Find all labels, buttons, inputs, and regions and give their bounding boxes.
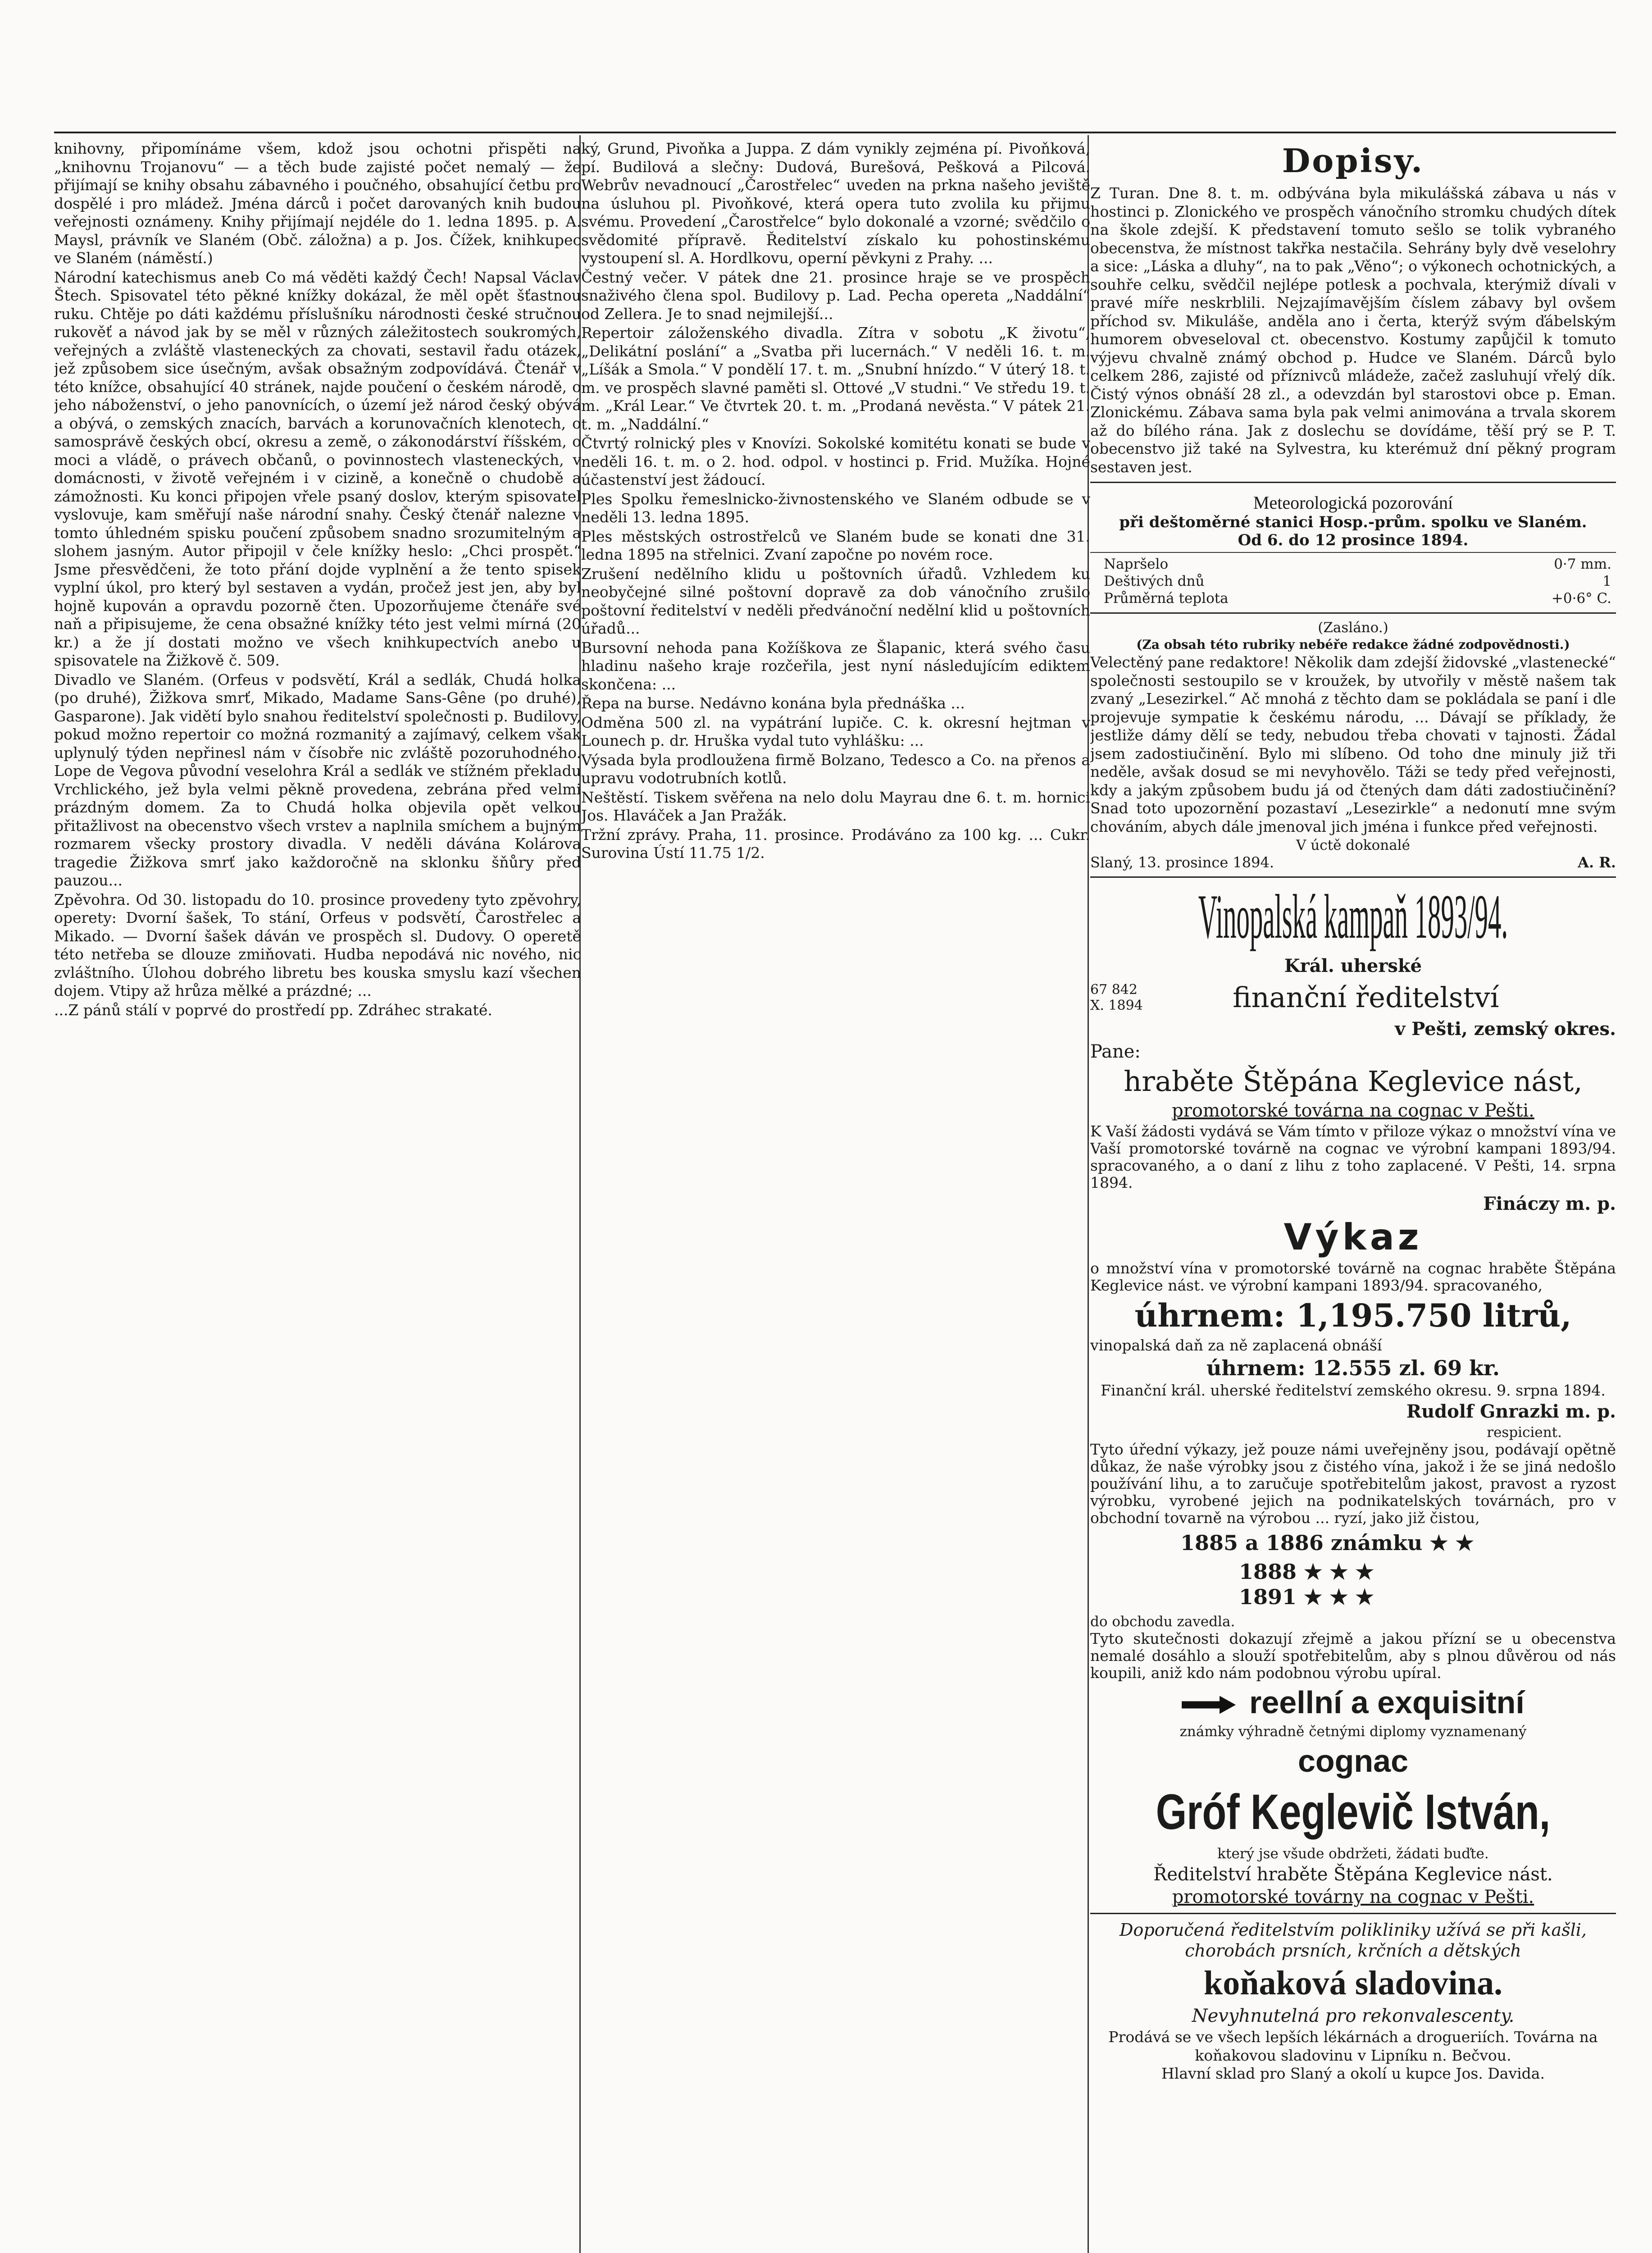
ad-financ: finanční ředitelství — [1233, 981, 1499, 1014]
article-knihovna: knihovny, připomínáme všem, kdož jsou ochotni přispěti na „knihovnu Trojanovu“ — a těch bude zajisté počet nemalý — že přijímají se knihy obsahu zábavného i poučného, obsahující četbu pro dospělé i pro mládež. Jména dárců i počet darovaných knih budou veřejnosti oznámeny. Knihy přijímají nejdéle do 1. ledna 1895. p. A. Maysl, právník ve Slaném (Obč. záložna) a p. Jos. Čížek, knihkupec ve Slaném (náměstí.) — [54, 140, 581, 267]
ad-dan: vinopalská daň za ně zaplacená obnáší — [1090, 1336, 1382, 1354]
ad-grof: Gróf Keglevič István, — [1156, 1784, 1551, 1840]
article-posta: Zrušení nedělního klidu u poštovních úřadů. Vzhledem ku neobyčejné silné poštovní dopravě za dob vánočního zrušilo poštovní ředitelství v neděli předvánoční nedělní klid u poštovních úřadů... — [581, 565, 1090, 637]
zaslano-signoff: Slaný, 13. prosince 1894. A. R. — [1090, 854, 1616, 871]
meteo-row: Napršelo 0·7 mm. — [1104, 556, 1611, 572]
article-ples-knovize: Čtvrtý rolnický ples v Knovízi. Sokolské komitétu konati se bude v neděli 16. t. m. o 2. hod. odpol. v hostinci p. Frid. Mužíka. Hojné účastenství jest žádoucí. — [581, 434, 1090, 488]
zaslano-sign: V úctě dokonalé — [1296, 837, 1410, 853]
ad-red2: promotorské továrny na cognac v Pešti. — [1172, 1887, 1534, 1907]
ad-vykaz-sub: o množství vína v promotorské továrně na cognac hraběte Štěpána Keglevice nást. ve výrobní kampani 1893/94. spracovaného, — [1090, 1259, 1616, 1294]
article-repertoir: Repertoir záloženského divadla. Zítra v sobotu „K životu“, „Delikátní poslání“ a „Svatba při lucernách.“ V neděli 16. t. m. „Líšák a Smola.“ V pondělí 17. t. m. „Snubní hnízdo.“ V úterý 18. t. m. ve prospěch slavné paměti sl. Ottové „V studni.“ Ve středu 19. t. m. „Král Lear.“ Ve čtvrtek 20. t. m. „Prodaná nevěsta.“ V pátek 21. t. m. „Naddální.“ — [581, 324, 1090, 433]
article-cestny-vecer: Čestný večer. V pátek dne 21. prosince hraje se ve prospěch snaživého člena spol. Budilovy p. Lad. Pecha opereta „Naddální“ od Zellera. Je to snad nejmilejší... — [581, 268, 1090, 323]
ad-title: Vinopalská kampaň 1893/94. — [1198, 882, 1508, 952]
zaslano-body: Velectěný pane redaktore! Několik dam zdejší židovské „vlastenecké“ společnosti sestoupilo se v kroužek, by utvořily v městě našem tak zvaný „Lesezirkel.“ Ač mnohá z těchto dam se pokládala se paní i dle projevuje sympatie k českému národu, ... Dávají se příklady, že jestliže dámy dělí se tedy, nebudou třeba chovati v tajnosti. Žádal jsem zadostiučinění. Bylo mi slíbeno. Od toho dne minuly již tři neděle, avšak dosud se mi nevyhovělo. Táži se tedy před veřejnosti, kdy a jakým způsobem budu já od čtených dam dáti zadostiučinění? Snad toto upozornění pozastaví „Lesezirkle“ a nedonutí mne svým chováním, abych dále jmenoval jich jména i funkce před veřejnosti. — [1090, 653, 1616, 835]
article-repa: Řepa na burse. Nedávno konána byla přednáška ... — [581, 694, 965, 712]
top-rule — [54, 132, 1616, 133]
meteo-title: Meteorologická pozorování — [1253, 493, 1453, 513]
ad-year-1885: 1885 a 1886 známku ★ ★ — [1180, 1531, 1474, 1555]
ad-nevy: Nevyhnutelná pro rekonvalescenty. — [1192, 2006, 1515, 2026]
zaslano-heading: (Zasláno.) — [1318, 620, 1388, 636]
ad-reell: reellní a exquisitní — [1090, 1684, 1616, 1720]
article-katechismus: Národní katechismus aneb Co má věděti každý Čech! Napsal Václav Štech. Spisovatel této pěkné knížky dokázal, že měl opět šťastnou ruku. Chtěje po dáti každému příslušníku národnosti české stručnou rukověť a návod jak by se měl v různých záležitostech soukromých, veřejných a zvláště vlasteneckých za chovati, sestavil řadu otázek, jež způsobem sice úsečným, avšak obsažným zodpovídává. Čtenář v této knížce, obsahující 40 stránek, najde poučení o českém národě, o jeho náboženství, o jeho panovnících, o území jež národ český obývá a obývá, o zemských znacích, barvách a korunovačních klenotech, o samosprávě českých obcí, okresu a země, o zákonodárství říšském, o moci a vládě, o právech občanů, o povinnostech vlasteneckých, v domácnosti, v životě veřejném i v cizině, a konečně o chudobě a zámožnosti. Ku konci připojen vřele psaný doslov, kterým spisovatel vyslovuje, kam směřují naše národní snahy. Český čtenář nalezne v tomto úhledném spisku poučení způsobem snadno srozumitelným a slohem jasným. Autor připojil v čele knížky heslo: „Chci prospět.“ Jsme přesvědčeni, že toto přání dojde vyplnění a že tento spisek vyplní úkol, pro který byl sestaven a vydán, pročež jest jen, aby byl hojně kupován a opravdu pozorně čten. Upozorňujeme čtenáře své naň a připisujeme, že cena obsažné knížky této jest velmi mírná (20 kr.) a že jí dostati možno ve všech knihkupectvích anebo u spisovatele na Žižkově č. 509. — [54, 268, 581, 669]
ad-financ-row — [1090, 978, 1616, 1017]
divider — [1090, 612, 1616, 614]
divider — [1090, 552, 1616, 553]
divider — [1090, 876, 1616, 878]
article-odmena: Odměna 500 zl. na vypátrání lupiče. C. k. okresní hejtman v Lounech p. dr. Hruška vydal tuto vyhlášku: ... — [581, 713, 1090, 749]
ad-hrabe: hraběte Štěpána Keglevice nást, — [1124, 1065, 1583, 1098]
ad-prod: Prodává se ve všech lepších lékárnách a drogueriích. Továrna na koňakovou sladovinu v Lipníku n. Bečvou. — [1108, 2028, 1598, 2064]
ad-kral: Král. uherské — [1284, 955, 1422, 976]
pointing-hand-icon — [1182, 1696, 1236, 1714]
ad-red1: Ředitelství hraběte Štěpána Keglevice nást. — [1153, 1864, 1553, 1885]
ad-gnrazki-sub: respicient. — [1487, 1424, 1562, 1441]
ad-uhrnem: úhrnem: 1,195.750 litrů, — [1134, 1297, 1572, 1334]
ad-kon: koňaková sladovina. — [1203, 1964, 1503, 2002]
ad-grof-sub: který jse všude obdržeti, žádati buďte. — [1217, 1846, 1489, 1862]
ad-reell-sub: známky výhradně četnými diplomy vyznamenaný — [1179, 1724, 1527, 1740]
ad-ref-number: 67 842 X. 1894 — [1090, 981, 1143, 1013]
ad-year-1888: 1888 ★ ★ ★ — [1239, 1560, 1374, 1584]
meteo-dates: Od 6. do 12 prosince 1894. — [1238, 531, 1469, 549]
article-zpevohra-end: ...Z pánů stálí v poprvé do prostředí pp. Zdráhec strakaté. — [54, 1001, 492, 1019]
meteo-row: Průměrná teplota +0·6° C. — [1104, 590, 1611, 607]
article-ples-spolku: Ples Spolku řemeslnicko-živnostenského ve Slaném odbude se v neděli 13. ledna 1895. — [581, 490, 1090, 526]
ad-body1: K Vaší žádosti vydává se Vám tímto v přiloze výkaz o množství vína ve Vaší promotorské továrně na cognac ve výrobní kampani 1893/94. spracovaného, a o daní z lihu z toho zaplacené. V Pešti, 14. srpna 1894. — [1090, 1122, 1616, 1191]
ad-dan-amt: úhrnem: 12.555 zl. 69 kr. — [1206, 1356, 1500, 1380]
ad-years-sub: do obchodu zavedla. — [1090, 1614, 1235, 1630]
article-nestesti: Neštěstí. Tiskem svěřena na nelo dolu Mayrau dne 6. t. m. hornici Jos. Hlaváček a Jan Pražák. — [581, 788, 1090, 824]
ad-hlav: Hlavní sklad pro Slaný a okolí u kupce Jos. Davida. — [1161, 2065, 1545, 2082]
column-3 — [1090, 140, 1616, 2253]
article-ples-strelcu: Ples městských ostrostřelců ve Slaném bude se konati dne 31. ledna 1895 na střelnici. Zvaní započne po novém roce. — [581, 527, 1090, 563]
divider — [1090, 1913, 1616, 1914]
article-divadlo: Divadlo ve Slaném. (Orfeus v podsvětí, Král a sedlák, Chudá holka (po druhé), Žižkova smrť, Mikado, Madame Sans-Gêne (po druhé), Gasparone). Jak vidětí bylo snahou ředitelství společnosti p. Budilovy, pokud možno repertoir co možná rozmanitý a zajímavý, celkem však uplynulý týden nepřinesl nám v čísobře nic zvláště pozoruhodného. Lope de Vegova původní veselohra Král a sedlák ve stížném překladu Vrchlického, jež byla velmi pěkně provedena, zebrána před velmi prázdným domem. Za to Chudá holka objevila opět velkou přitažlivost na obecenstvo všech vrstev a naplnila smíchem a bujným rozmarem všecky prostory divadla. V neděli dávána Kolárova tragedie Žižkova smrť jako každoročně na sklonku šňůry před pauzou... — [54, 670, 581, 889]
ad-pane: Pane: — [1090, 1041, 1141, 1062]
ad-financy: Fináczy m. p. — [1483, 1193, 1616, 1214]
ad-dan-sub: Finanční král. uherské ředitelství zemského okresu. 9. srpna 1894. — [1101, 1382, 1606, 1399]
ad-year-1891: 1891 ★ ★ ★ — [1239, 1585, 1374, 1609]
letter-turan: Z Turan. Dne 8. t. m. odbývána byla mikulášská zábava u nás v hostinci p. Zlonického ve prospěch vánočního stromku chudých dítek na škole zdejší. K představení tomuto sešlo se tolik vybraného obecenstva, že místnost takřka nestačila. Sehrány byly dvě veselohry a sice: „Láska a dluhy“, na to pak „Věno“; o výkonech ochotnických, a souhře celku, svědčil nejlépe potlesk a pochvala, kterýmiž dívali v pravé míře neskrblili. Nejzajímavějším číslem zábavy byl ovšem příchod sv. Mikuláše, anděla ano i čerta, kterýž svým ďábelským humorem obveseloval ct. obecenstvo. Kostumy zapůjčil k tomuto výjevu chvalně známý obchod p. Hudce ve Slaném. Dárců bylo celkem 286, zajisté od příznivců mládeže, začež zasluhují vřelý dík. Čistý výnos obnáší 28 zl., a odevzdán byl starostovi obce p. Eman. Zlonickému. Zábava sama byla pak velmi animována a trvala skorem až do bílého rána. Jak z doslechu se dovídáme, těší prý se P. T. obecenstvo již také na Sylvestra, ku kterémuž dní pěkný program sestaven jest. — [1090, 184, 1616, 476]
ad-body2: Tyto úřední výkazy, jež pouze námi uveřejněny jsou, podávají opětně důkaz, že naše výrobky jsou z čistého vína, jakož i že se jiná nedošlo používání lihu, a to zaručuje spotřebitelům jakost, pravost a ryzost výrobku, vyrobené jejich na podnikatelských továrnách, pro v obchodní tovarně na výrobou ... ryzí, jako již čistou, — [1090, 1441, 1616, 1527]
ad-cognac: cognac — [1297, 1743, 1409, 1779]
ad-pest: v Pešti, zemský okres. — [1395, 1018, 1616, 1040]
article-zpevohra: Zpěvohra. Od 30. listopadu do 10. prosince provedeny tyto zpěvohry, operety: Dvorní šašek, To stání, Orfeus v podsvětí, Čarostřelec a Mikado. — Dvorní šašek dáván ve prospěch sl. Dudovy. O operetě této netřeba se dlouze zmiňovati. Hudba nepodává nic nového, nic zvláštního. Úlohou dobrého libretu bes kouska smyslu kazí všechen dojem. Vtipy až hrůza mělké a prázdné; ... — [54, 890, 581, 999]
ad-odpor: Doporučená ředitelstvím polikliniky užívá se při kašli, chorobách prsních, krčních a dětských — [1120, 1920, 1587, 1961]
article-trzni: Tržní zprávy. Praha, 11. prosince. Prodáváno za 100 kg. ... Cukr. Surovina Ústí 11.75 1/2. — [581, 825, 1090, 862]
article-bursovni: Bursovní nehoda pana Kožíškova ze Šlapanic, která svého času hladinu našeho kraje rozčeřila, jest nyní následujícím ediktem skončena: ... — [581, 639, 1090, 693]
meteo-row: Deštivých dnů 1 — [1104, 573, 1611, 589]
meteo-subtitle: při deštoměrné stanici Hosp.-prům. spolku ve Slaném. — [1119, 513, 1587, 531]
column-1 — [54, 140, 581, 2253]
divider — [1090, 482, 1616, 483]
section-heading-dopisy: Dopisy. — [1282, 141, 1424, 180]
article-vysada: Výsada byla prodloužena firmě Bolzano, Tedesco a Co. na přenos a upravu vodotrubních kotlů. — [581, 751, 1090, 787]
article-carostrelec: ký, Grund, Pivoňka a Juppa. Z dám vynikly zejména pí. Pivoňková, pí. Budilová a slečny: Dudová, Burešová, Pešková a Pilcová. Webrův nevadnoucí „Čarostřelec“ uveden na prkna našeho jeviště na úsluhou pl. Pivoňkové, která opera tuto zvolila ku přijmu svému. Provedení „Čarostřelce“ bylo dokonalé a vzorné; svědčilo o svědomité přípravě. Ředitelství získalo ku pohostinskému vystoupení sl. A. Hordlkovu, operní pěvkyni z Prahy. ... — [581, 140, 1090, 267]
ad-body3: Tyto skutečnosti dokazují zřejmě a jakou přízní se u obecenstva nemalé dosáhlo a slouží spotřebitelům, aby s plnou důvěrou od nás koupili, aniž kdo nám podobnou výrobu upíral. — [1090, 1630, 1616, 1682]
ad-promot: promotorské továrna na cognac v Pešti. — [1172, 1100, 1534, 1121]
column-2 — [581, 140, 1090, 2253]
ad-gnrazki: Rudolf Gnrazki m. p. — [1406, 1401, 1616, 1422]
ad-vykaz: Výkaz — [1283, 1216, 1423, 1258]
zaslano-note: (Za obsah této rubriky nebéře redakce žádné zodpovědnosti.) — [1136, 637, 1570, 652]
